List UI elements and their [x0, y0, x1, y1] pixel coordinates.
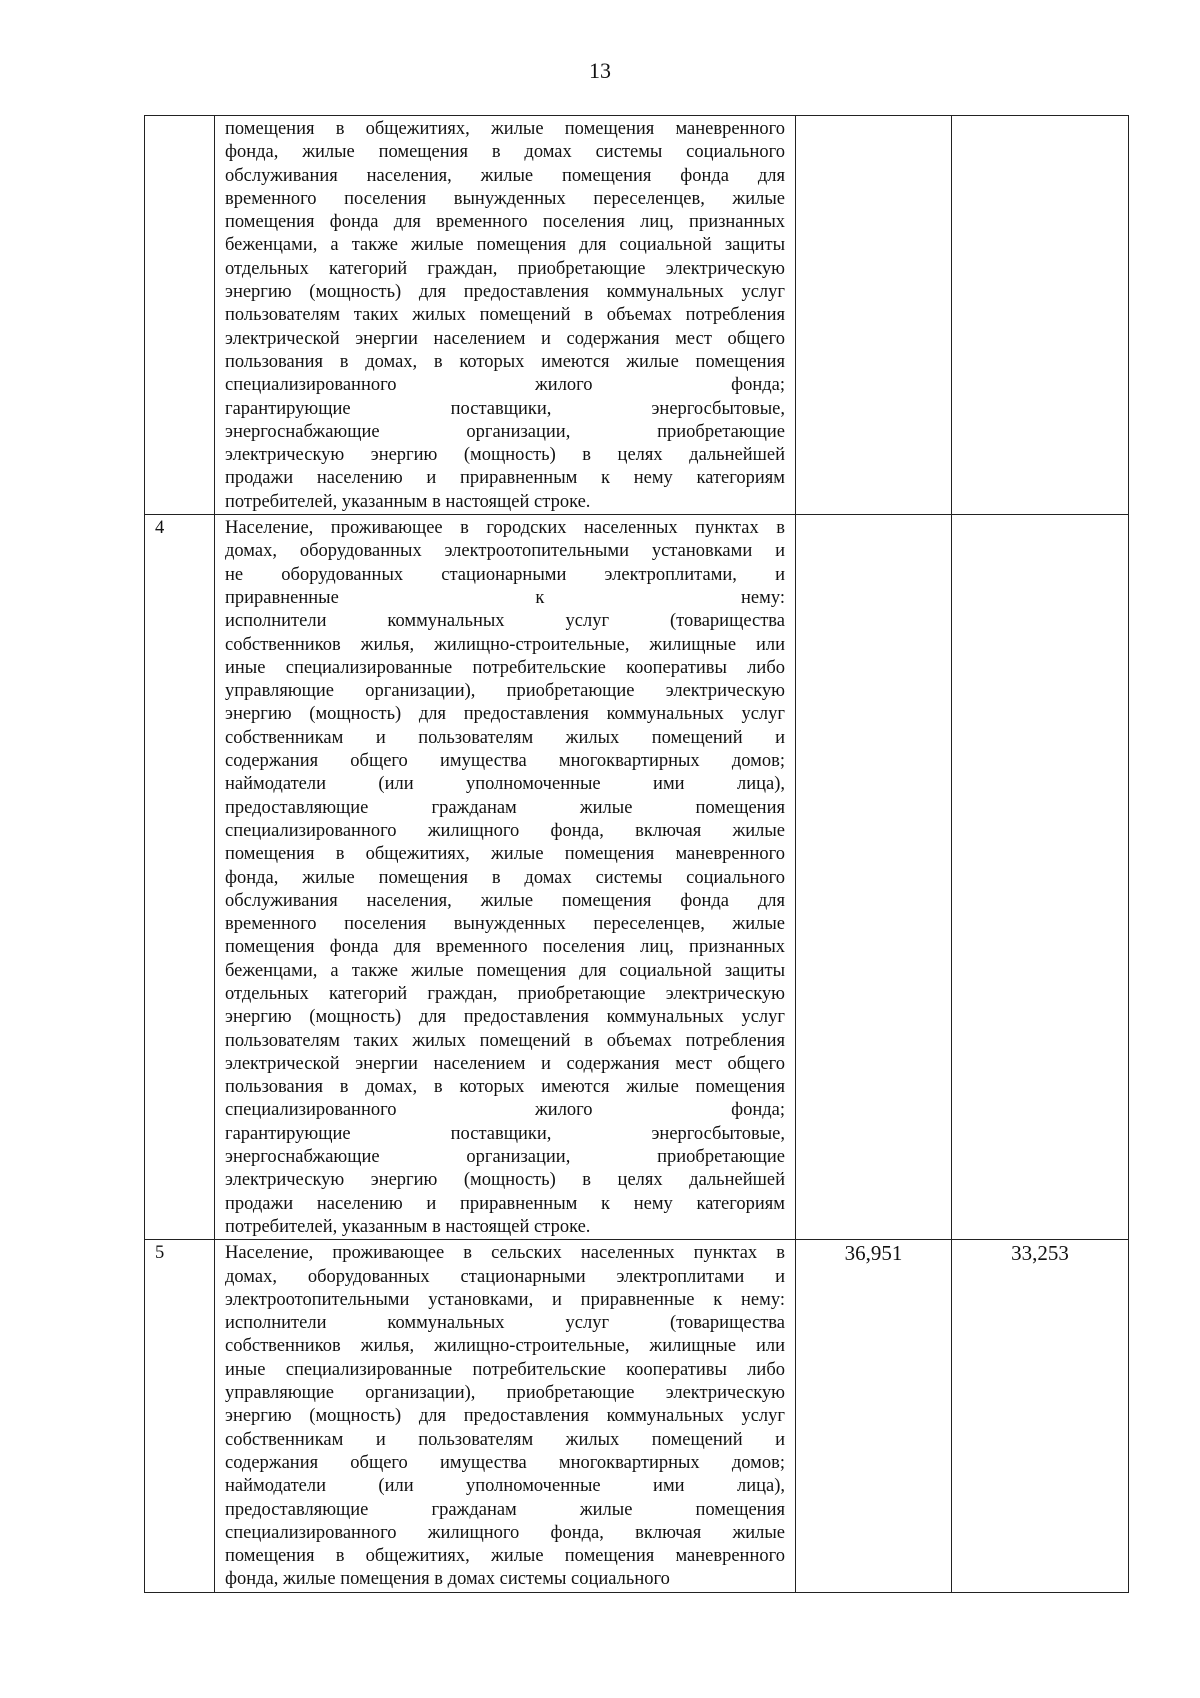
text-line: гарантирующие поставщики, энергосбытовые, — [225, 1123, 785, 1144]
text-line: управляющие организации), приобретающие электрическую — [225, 681, 785, 702]
text-line: пользователям таких жилых помещений в объемах потребления — [225, 305, 785, 326]
text-line: исполнители коммунальных услуг (товарищества — [225, 611, 785, 632]
text-line: пользования в домах, в которых имеются жилые помещения — [225, 1077, 785, 1098]
text-line: беженцами, а также жилые помещения для социальной защиты — [225, 235, 785, 256]
text-line: предоставляющие гражданам жилые помещения — [225, 1499, 785, 1520]
text-line: беженцами, а также жилые помещения для социальной защиты — [225, 960, 785, 981]
row-number-cell — [145, 515, 215, 1240]
tariff-table — [144, 115, 1129, 1593]
text-line: энергию (мощность) для предоставления коммунальных услуг — [225, 1406, 785, 1427]
text-line: содержания общего имущества многоквартирных домов; — [225, 1452, 785, 1473]
value-cell-1 — [796, 116, 952, 515]
text-line: электрической энергии населением и содержания мест общего — [225, 1053, 785, 1074]
text-line: собственников жилья, жилищно-строительные, жилищные или — [225, 634, 785, 655]
text-line: электроотопительными установками, и приравненные к нему: — [225, 1289, 785, 1310]
text-line: потребителей, указанным в настоящей строке. — [225, 1216, 591, 1237]
text-line: наймодатели (или уполномоченные ими лица), — [225, 774, 785, 795]
text-line: помещения фонда для временного поселения лиц, признанных — [225, 937, 785, 958]
text-line: энергоснабжающие организации, приобретающие — [225, 421, 785, 442]
text-line: продажи населению и приравненным к нему категориям — [225, 468, 785, 489]
row-description — [215, 1240, 795, 1591]
text-line: помещения в общежитиях, жилые помещения маневренного — [225, 844, 785, 865]
text-line: предоставляющие гражданам жилые помещения — [225, 797, 785, 818]
text-line: помещения фонда для временного поселения лиц, признанных — [225, 212, 785, 233]
text-line: домах, оборудованных электроотопительными установками и — [225, 541, 785, 562]
text-line: наймодатели (или уполномоченные ими лица), — [225, 1476, 785, 1497]
text-line: собственникам и пользователям жилых помещений и — [225, 1429, 785, 1450]
text-line: обслуживания населения, жилые помещения фонда для — [225, 165, 785, 186]
text-line: специализированного жилищного фонда, включая жилые — [225, 1522, 785, 1543]
value-1: 36,951 — [844, 1241, 903, 1266]
text-line: помещения в общежитиях, жилые помещения маневренного — [225, 119, 785, 139]
text-line: иные специализированные потребительские кооперативы либо — [225, 1359, 785, 1380]
row-number: 5 — [155, 1243, 165, 1264]
text-line: фонда, жилые помещения в домах системы социального — [225, 142, 785, 163]
text-line: иные специализированные потребительские кооперативы либо — [225, 657, 785, 678]
text-line: фонда, жилые помещения в домах системы социального — [225, 867, 785, 888]
text-line: управляющие организации), приобретающие электрическую — [225, 1383, 785, 1404]
text-line: обслуживания населения, жилые помещения фонда для — [225, 890, 785, 911]
value-cell-2 — [952, 515, 1129, 1240]
row-description-cell — [215, 515, 796, 1240]
value-2: 33,253 — [1011, 1241, 1069, 1266]
text-line: гарантирующие поставщики, энергосбытовые, — [225, 398, 785, 419]
row-number-cell — [145, 1240, 215, 1592]
row-description-cell — [215, 116, 796, 515]
text-line: специализированного жилого фонда; — [225, 1100, 785, 1121]
text-line: отдельных категорий граждан, приобретающие электрическую — [225, 983, 785, 1004]
table-row — [145, 515, 1129, 1240]
text-line: содержания общего имущества многоквартирных домов; — [225, 751, 785, 772]
value-cell-1 — [796, 1240, 952, 1592]
row-number: 4 — [155, 518, 165, 539]
page-number: 13 — [589, 58, 611, 83]
text-line: потребителей, указанным в настоящей строке. — [225, 491, 591, 512]
text-line: пользователям таких жилых помещений в объемах потребления — [225, 1030, 785, 1051]
row-description — [215, 515, 795, 1239]
text-line: домах, оборудованных стационарными электроплитами и — [225, 1266, 785, 1287]
value-cell-1 — [796, 515, 952, 1240]
text-line: электрической энергии населением и содержания мест общего — [225, 328, 785, 349]
text-line: продажи населению и приравненным к нему категориям — [225, 1193, 785, 1214]
text-line: отдельных категорий граждан, приобретающие электрическую — [225, 258, 785, 279]
row-description — [215, 116, 795, 514]
row-number — [145, 116, 214, 118]
text-line: временного поселения вынужденных переселенцев, жилые — [225, 188, 785, 209]
text-line: энергию (мощность) для предоставления коммунальных услуг — [225, 704, 785, 725]
text-line: пользования в домах, в которых имеются жилые помещения — [225, 351, 785, 372]
text-line: помещения в общежитиях, жилые помещения маневренного — [225, 1546, 785, 1567]
value-cell-2 — [952, 1240, 1129, 1592]
text-line: собственников жилья, жилищно-строительные, жилищные или — [225, 1336, 785, 1357]
text-line: энергию (мощность) для предоставления коммунальных услуг — [225, 282, 785, 303]
text-line: временного поселения вынужденных переселенцев, жилые — [225, 914, 785, 935]
text-line: Население, проживающее в сельских населенных пунктах в — [225, 1243, 785, 1264]
row-number-cell — [145, 116, 215, 515]
table-row — [145, 1240, 1129, 1592]
text-line: энергию (мощность) для предоставления коммунальных услуг — [225, 1007, 785, 1028]
text-line: Население, проживающее в городских населенных пунктах в — [225, 518, 785, 539]
table-row — [145, 116, 1129, 515]
row-description-cell — [215, 1240, 796, 1592]
text-line: специализированного жилищного фонда, включая жилые — [225, 820, 785, 841]
text-line: не оборудованных стационарными электроплитами, и — [225, 564, 785, 585]
text-line: приравненные к нему: — [225, 587, 785, 608]
value-cell-2 — [952, 116, 1129, 515]
text-line: фонда, жилые помещения в домах системы социального — [225, 1569, 670, 1590]
text-line: собственникам и пользователям жилых помещений и — [225, 727, 785, 748]
text-line: исполнители коммунальных услуг (товарищества — [225, 1313, 785, 1334]
text-line: специализированного жилого фонда; — [225, 375, 785, 396]
text-line: электрическую энергию (мощность) в целях дальнейшей — [225, 1170, 785, 1191]
text-line: энергоснабжающие организации, приобретающие — [225, 1147, 785, 1168]
text-line: электрическую энергию (мощность) в целях дальнейшей — [225, 445, 785, 466]
